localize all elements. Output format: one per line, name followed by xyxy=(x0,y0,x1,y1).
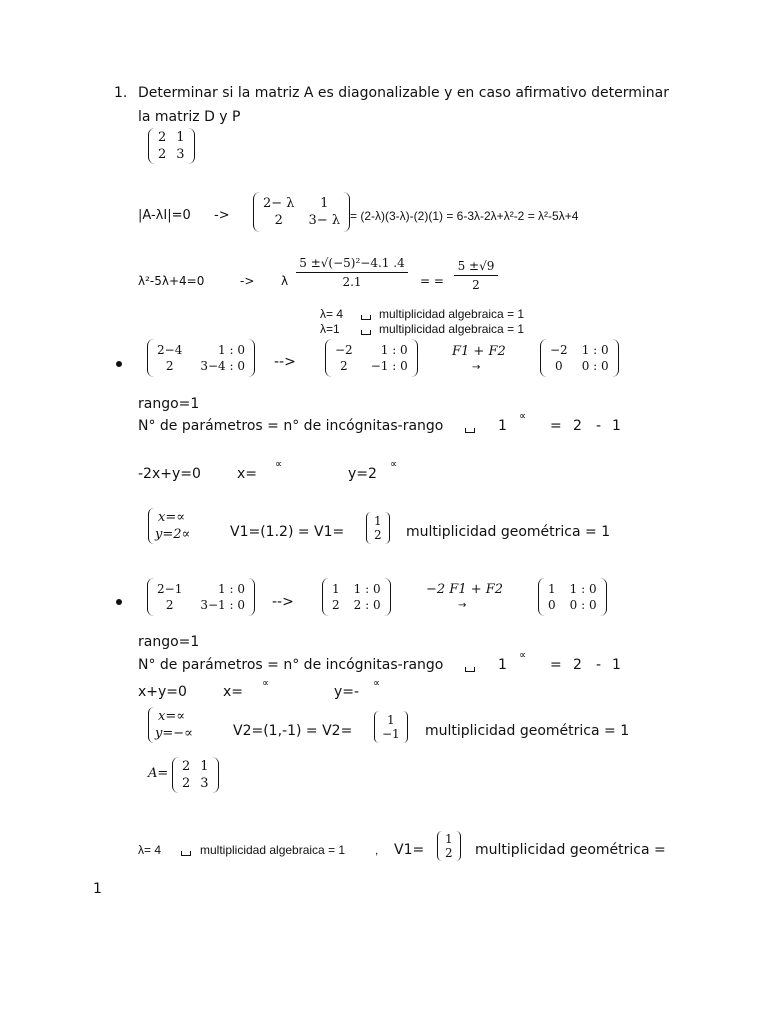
augmented-matrix-1: 2−4 1 : 0 2 3−4 : 0 xyxy=(147,339,255,377)
bullet-icon xyxy=(116,599,122,605)
simplified-formula: 5 ±√9 2 xyxy=(454,259,498,292)
reduction-arrow: --> xyxy=(272,594,294,610)
system-line2: y=−∝ xyxy=(155,726,193,741)
list-number: 1. xyxy=(114,85,128,101)
y-equals: y=2 xyxy=(348,466,377,482)
alpha-symbol: ∝ xyxy=(390,459,398,470)
matrix-a-label: A= xyxy=(148,766,169,781)
matrix-a-repeat: 2 1 2 3 xyxy=(172,757,219,793)
equation-line: -2x+y=0 xyxy=(138,466,201,482)
alpha-symbol: ∝ xyxy=(275,459,283,470)
alpha-symbol: ∝ xyxy=(262,678,270,689)
summary-geo-mult: multiplicidad geométrica = xyxy=(475,842,666,858)
problem-statement-line2: la matriz D y P xyxy=(138,109,241,125)
summary-lambda: λ= 4 xyxy=(138,843,162,857)
equals-sign: = xyxy=(550,418,562,434)
summary-comma: , xyxy=(375,843,379,857)
augmented-matrix-3: −2 1 : 0 0 0 : 0 xyxy=(540,339,619,377)
minus-sign: - xyxy=(596,418,602,434)
det-matrix: 2− λ 1 2 3− λ xyxy=(253,192,350,232)
det-lhs: |A-λI|=0 xyxy=(138,208,191,223)
problem-statement-line1: Determinar si la matriz A es diagonalizable y en caso afirmativo determinar xyxy=(138,85,669,101)
equals-equals: = = xyxy=(420,274,444,288)
augmented-matrix-2: −2 1 : 0 2 −1 : 0 xyxy=(325,339,418,377)
params-value: 1 xyxy=(612,418,621,434)
quadratic-arrow: -> xyxy=(240,274,255,288)
implies-icon xyxy=(181,851,191,856)
eigenvector-2: 1 −1 xyxy=(374,711,408,743)
row-operation: −2 F1 + F2 xyxy=(426,582,504,597)
quadratic-formula: 5 ±√(−5)²−4.1 .4 2.1 xyxy=(296,256,408,289)
params-value: 1 xyxy=(498,657,507,673)
system-line1: x=∝ xyxy=(158,510,186,525)
alpha-symbol: ∝ xyxy=(373,678,381,689)
wrapped-value: 1 xyxy=(93,881,102,897)
augmented-matrix-6: 1 1 : 0 0 0 : 0 xyxy=(538,578,607,616)
x-equals: x= xyxy=(237,466,258,482)
eigenvalue-4-mult: multiplicidad algebraica = 1 xyxy=(379,307,525,321)
eigenvector-text: V2=(1,-1) = V2= xyxy=(233,723,353,739)
y-equals: y=- xyxy=(334,684,360,700)
row-op-arrow-icon: → xyxy=(458,600,467,611)
equals-sign: = xyxy=(550,657,562,673)
implies-icon xyxy=(361,315,371,320)
eigenvector-text: V1=(1.2) = V1= xyxy=(230,524,345,540)
geometric-multiplicity: multiplicidad geométrica = 1 xyxy=(425,723,630,739)
quadratic-eq: λ²-5λ+4=0 xyxy=(138,274,205,288)
summary-vector: 1 2 xyxy=(437,831,461,861)
x-equals: x= xyxy=(223,684,244,700)
matrix-a: 2 1 2 3 xyxy=(148,128,195,164)
augmented-matrix-4: 2−1 1 : 0 2 3−1 : 0 xyxy=(147,578,255,616)
summary-alg-mult: multiplicidad algebraica = 1 xyxy=(200,843,346,857)
geometric-multiplicity: multiplicidad geométrica = 1 xyxy=(406,524,611,540)
reduction-arrow: --> xyxy=(274,354,296,370)
params-value: 1 xyxy=(612,657,621,673)
alpha-symbol: ∝ xyxy=(519,411,527,422)
eigenvector-1: 1 2 xyxy=(366,512,390,544)
minus-sign: - xyxy=(596,657,602,673)
equation-line: x+y=0 xyxy=(138,684,187,700)
det-expansion: = (2-λ)(3-λ)-(2)(1) = 6-3λ-2λ+λ²-2 = λ²-5λ+4 xyxy=(350,209,579,223)
params-value: 1 xyxy=(498,418,507,434)
alpha-symbol: ∝ xyxy=(519,650,527,661)
bullet-icon xyxy=(116,361,122,367)
eigenvalue-4: λ= 4 xyxy=(320,307,344,321)
eigenvalue-1: λ=1 xyxy=(320,322,340,336)
rank-text: rango=1 xyxy=(138,634,200,650)
det-arrow: -> xyxy=(214,208,230,223)
system-line2: y=2∝ xyxy=(155,527,191,542)
implies-icon xyxy=(465,667,475,672)
params-value: 2 xyxy=(573,418,582,434)
implies-icon xyxy=(465,428,475,433)
implies-icon xyxy=(361,330,371,335)
params-text: N° de parámetros = n° de incógnitas-rango xyxy=(138,657,444,673)
augmented-matrix-5: 1 1 : 0 2 2 : 0 xyxy=(322,578,391,616)
row-op-arrow-icon: → xyxy=(472,362,481,373)
system-line1: x=∝ xyxy=(158,709,186,724)
system-brace xyxy=(148,707,155,743)
params-value: 2 xyxy=(573,657,582,673)
rank-text: rango=1 xyxy=(138,396,200,412)
system-brace xyxy=(148,508,155,544)
eigenvalue-1-mult: multiplicidad algebraica = 1 xyxy=(379,322,525,336)
summary-v1-label: V1= xyxy=(394,842,425,858)
row-operation: F1 + F2 xyxy=(452,344,506,359)
lambda-symbol: λ xyxy=(281,274,289,288)
params-text: N° de parámetros = n° de incógnitas-rango xyxy=(138,418,444,434)
